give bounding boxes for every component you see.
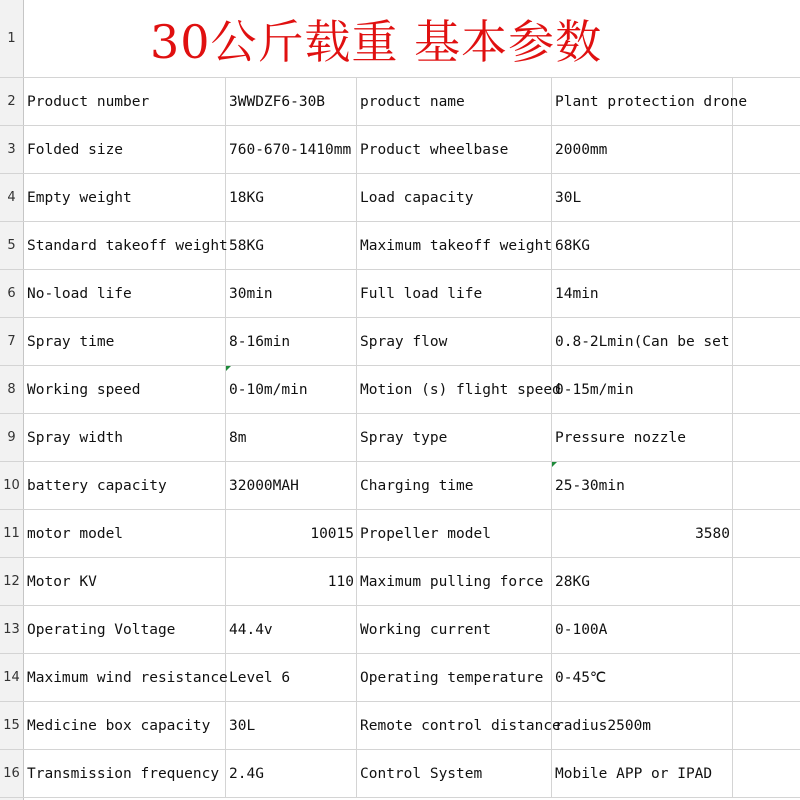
spec-value-cell[interactable]: 760-670-1410mm — [226, 126, 357, 173]
spec-label-cell[interactable]: Working current — [357, 606, 552, 653]
table-row — [0, 126, 800, 174]
table-row — [0, 222, 800, 270]
spec-value-cell[interactable]: Level 6 — [226, 654, 357, 701]
row-number[interactable]: 16 — [0, 750, 24, 797]
table-row — [0, 654, 800, 702]
table-row — [0, 510, 800, 558]
table-row — [0, 174, 800, 222]
spec-value-cell[interactable]: 44.4v — [226, 606, 357, 653]
spec-label-cell[interactable]: Spray flow — [357, 318, 552, 365]
empty-cell[interactable] — [733, 270, 800, 317]
spec-value-cell[interactable]: 28KG — [552, 558, 733, 605]
spec-value-cell[interactable]: 8-16min — [226, 318, 357, 365]
spec-value-cell[interactable]: 0-100A — [552, 606, 733, 653]
spec-value-cell[interactable]: 30L — [226, 702, 357, 749]
empty-cell[interactable] — [733, 750, 800, 797]
spec-label-cell[interactable]: Spray width — [24, 414, 226, 461]
table-row — [0, 318, 800, 366]
spec-value-cell[interactable]: 0-15m/min — [552, 366, 733, 413]
spec-label-cell[interactable]: product name — [357, 78, 552, 125]
row-number[interactable]: 12 — [0, 558, 24, 605]
spec-value-cell[interactable]: 14min — [552, 270, 733, 317]
empty-cell[interactable] — [733, 126, 800, 173]
spec-value-cell[interactable]: Pressure nozzle — [552, 414, 733, 461]
spec-label-cell[interactable]: Product number — [24, 78, 226, 125]
spec-value-cell[interactable]: 3WWDZF6-30B — [226, 78, 357, 125]
row-number[interactable]: 11 — [0, 510, 24, 557]
empty-cell[interactable] — [733, 558, 800, 605]
spec-value-cell[interactable]: 3580 — [552, 510, 733, 557]
spec-label-cell[interactable]: Spray time — [24, 318, 226, 365]
spec-label-cell[interactable]: Spray type — [357, 414, 552, 461]
spec-value-cell[interactable]: 30L — [552, 174, 733, 221]
row-number[interactable]: 1 — [0, 0, 24, 77]
spec-value-cell[interactable]: 2000mm — [552, 126, 733, 173]
empty-cell[interactable] — [733, 318, 800, 365]
spec-value-cell[interactable]: 0-45℃ — [552, 654, 733, 701]
row-number[interactable]: 8 — [0, 366, 24, 413]
spec-label-cell[interactable]: Motion (s) flight speed — [357, 366, 552, 413]
row-number[interactable]: 7 — [0, 318, 24, 365]
spec-value-cell[interactable]: 25-30min — [552, 462, 733, 509]
table-row — [0, 78, 800, 126]
spec-label-cell[interactable]: Load capacity — [357, 174, 552, 221]
row-number[interactable]: 4 — [0, 174, 24, 221]
row-number[interactable]: 3 — [0, 126, 24, 173]
spec-label-cell[interactable]: Control System — [357, 750, 552, 797]
empty-cell[interactable] — [733, 78, 800, 125]
spec-label-cell[interactable]: Propeller model — [357, 510, 552, 557]
empty-cell[interactable] — [733, 462, 800, 509]
spec-value-cell[interactable]: 2.4G — [226, 750, 357, 797]
row-number[interactable]: 15 — [0, 702, 24, 749]
spec-label-cell[interactable]: Maximum pulling force — [357, 558, 552, 605]
table-row — [0, 702, 800, 750]
spec-label-cell[interactable]: Working speed — [24, 366, 226, 413]
spec-value-cell[interactable]: Plant protection drone — [552, 78, 733, 125]
spec-label-cell[interactable]: Standard takeoff weight — [24, 222, 226, 269]
row-number[interactable]: 9 — [0, 414, 24, 461]
empty-cell[interactable] — [733, 606, 800, 653]
table-row — [0, 366, 800, 414]
spec-value-cell[interactable]: Mobile APP or IPAD — [552, 750, 733, 797]
spec-value-cell[interactable]: 32000MAH — [226, 462, 357, 509]
row-number[interactable]: 10 — [0, 462, 24, 509]
spec-value-cell[interactable]: 0-10m/min — [226, 366, 357, 413]
row-number[interactable]: 2 — [0, 78, 24, 125]
spec-label-cell[interactable]: Charging time — [357, 462, 552, 509]
spec-label-cell[interactable]: Full load life — [357, 270, 552, 317]
empty-cell[interactable] — [733, 654, 800, 701]
spec-value-cell[interactable]: 58KG — [226, 222, 357, 269]
spec-value-cell[interactable]: 8m — [226, 414, 357, 461]
table-row — [0, 270, 800, 318]
empty-cell[interactable] — [733, 366, 800, 413]
table-row — [0, 414, 800, 462]
row-number[interactable]: 5 — [0, 222, 24, 269]
spec-value-cell[interactable]: radius2500m — [552, 702, 733, 749]
spec-label-cell[interactable]: Maximum wind resistance — [24, 654, 226, 701]
spec-label-cell[interactable]: Maximum takeoff weight — [357, 222, 552, 269]
title-row[interactable] — [0, 0, 800, 78]
table-row — [0, 462, 800, 510]
spec-label-cell[interactable]: Product wheelbase — [357, 126, 552, 173]
spec-value-cell[interactable]: 68KG — [552, 222, 733, 269]
spec-label-cell[interactable]: Folded size — [24, 126, 226, 173]
spec-label-cell[interactable]: Medicine box capacity — [24, 702, 226, 749]
table-row — [0, 750, 800, 798]
table-row — [0, 558, 800, 606]
spec-label-cell[interactable]: Operating temperature — [357, 654, 552, 701]
spec-value-cell[interactable]: 18KG — [226, 174, 357, 221]
empty-cell[interactable] — [733, 174, 800, 221]
spec-label-cell[interactable]: Empty weight — [24, 174, 226, 221]
spec-value-cell[interactable]: 10015 — [226, 510, 357, 557]
spec-label-cell[interactable]: Remote control distance — [357, 702, 552, 749]
spec-label-cell[interactable]: battery capacity — [24, 462, 226, 509]
empty-cell[interactable] — [733, 702, 800, 749]
row-number[interactable]: 14 — [0, 654, 24, 701]
spec-label-cell[interactable]: No-load life — [24, 270, 226, 317]
spec-label-cell[interactable]: Transmission frequency — [24, 750, 226, 797]
empty-cell[interactable] — [733, 510, 800, 557]
spec-value-cell[interactable]: 30min — [226, 270, 357, 317]
spec-value-cell[interactable]: 110 — [226, 558, 357, 605]
table-row — [0, 606, 800, 654]
row-number[interactable]: 6 — [0, 270, 24, 317]
spec-label-cell[interactable]: Operating Voltage — [24, 606, 226, 653]
empty-cell[interactable] — [733, 414, 800, 461]
empty-cell[interactable] — [733, 222, 800, 269]
spec-value-cell[interactable]: 0.8-2Lmin(Can be set — [552, 318, 733, 365]
spec-label-cell[interactable]: Motor KV — [24, 558, 226, 605]
row-number[interactable]: 13 — [0, 606, 24, 653]
spec-label-cell[interactable]: motor model — [24, 510, 226, 557]
sheet-title[interactable]: 30公斤载重 基本参数 — [150, 15, 603, 69]
